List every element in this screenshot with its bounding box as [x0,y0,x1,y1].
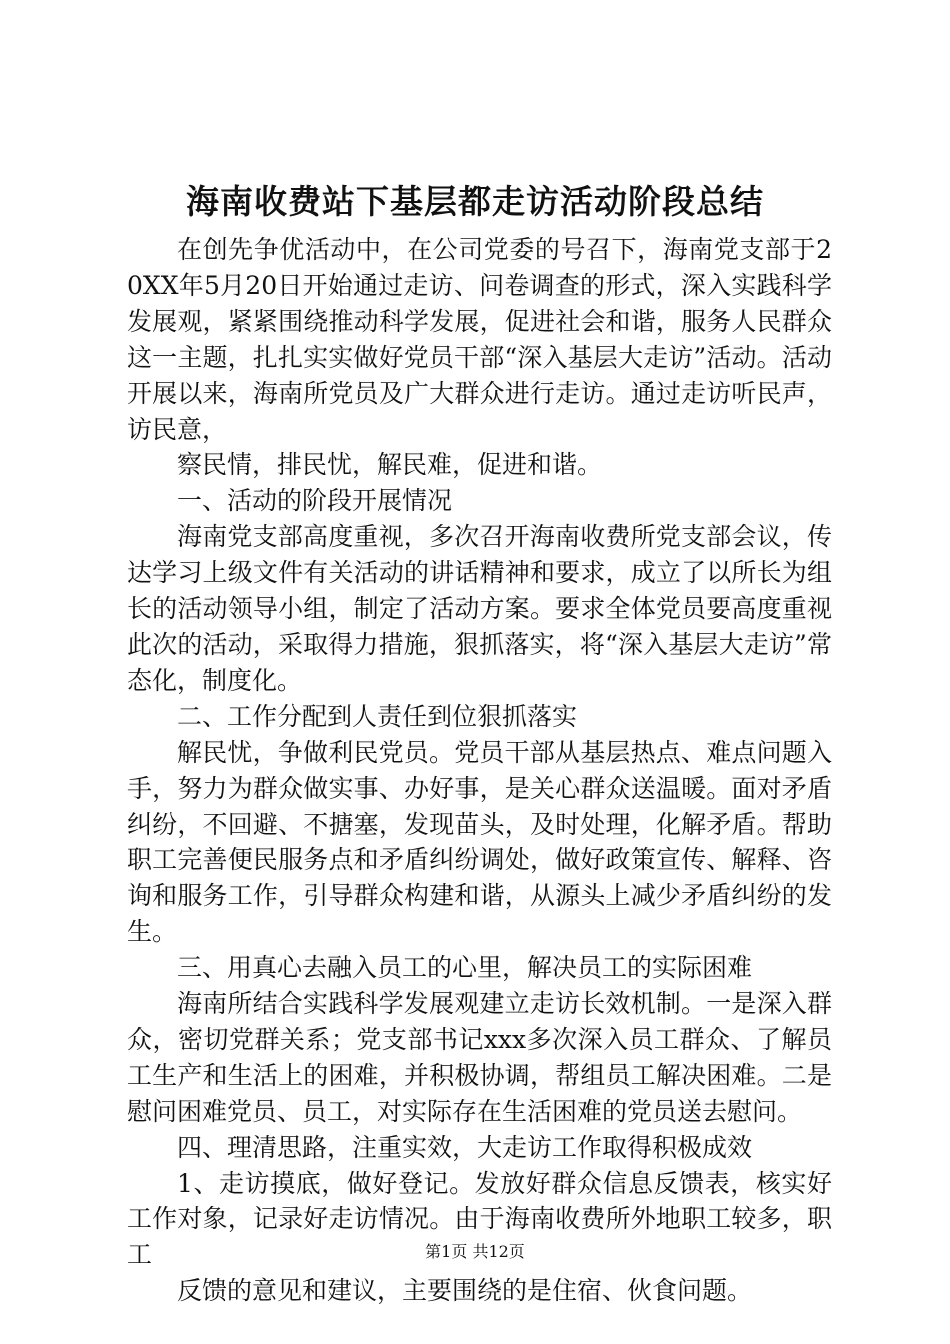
page-footer: 第1页 共12页 [425,1242,525,1261]
paragraph-section-4-item-1: 1、走访摸底，做好登记。发放好群众信息反馈表，核实好工作对象，记录好走访情况。由于海南收费所外地职工较多，职工 [127,1168,832,1270]
document-body [127,232,832,1309]
section-heading-1: 一、活动的阶段开展情况 [177,486,453,516]
paragraph-intro: 在创先争优活动中，在公司党委的号召下，海南党支部于20XX年5月20日开始通过走访、问卷调查的形式，深入实践科学发展观，紧紧围绕推动科学发展，促进社会和谐，服务人民群众这一主题，扎扎实实做好党员干部“深入基层大走访”活动。活动开展以来，海南所党员及广大群众进行走访。通过走访听民声，访民意， [127,235,832,444]
section-heading-2: 二、工作分配到人责任到位狠抓落实 [177,701,578,731]
section-heading-4: 四、理清思路，注重实效，大走访工作取得积极成效 [177,1132,753,1162]
section-heading-3: 三、用真心去融入员工的心里，解决员工的实际困难 [177,953,753,983]
paragraph-section-2: 解民忧，争做利民党员。党员干部从基层热点、难点问题入手，努力为群众做实事、办好事，是关心群众送温暖。面对矛盾纠纷，不回避、不搪塞，发现苗头，及时处理，化解矛盾。帮助职工完善便民服务点和矛盾纠纷调处，做好政策宣传、解释、咨询和服务工作，引导群众构建和谐，从源头上减少矛盾纠纷的发生。 [127,737,832,947]
paragraph-intro-continued: 察民情，排民忧，解民难，促进和谐。 [177,450,603,480]
paragraph-section-4-continued: 反馈的意见和建议，主要围绕的是住宿、伙食问题。 [177,1276,753,1306]
paragraph-section-1: 海南党支部高度重视，多次召开海南收费所党支部会议，传达学习上级文件有关活动的讲话精神和要求，成立了以所长为组长的活动领导小组，制定了活动方案。要求全体党员要高度重视此次的活动，采取得力措施，狠抓落实，将“深入基层大走访”常态化，制度化。 [127,522,832,695]
document-title: 海南收费站下基层都走访活动阶段总结 [186,182,764,221]
paragraph-section-3: 海南所结合实践科学发展观建立走访长效机制。一是深入群众，密切党群关系；党支部书记xxx多次深入员工群众、了解员工生产和生活上的困难，并积极协调，帮组员工解决困难。二是慰问困难党员、员工，对实际存在生活困难的党员送去慰问。 [127,989,832,1126]
